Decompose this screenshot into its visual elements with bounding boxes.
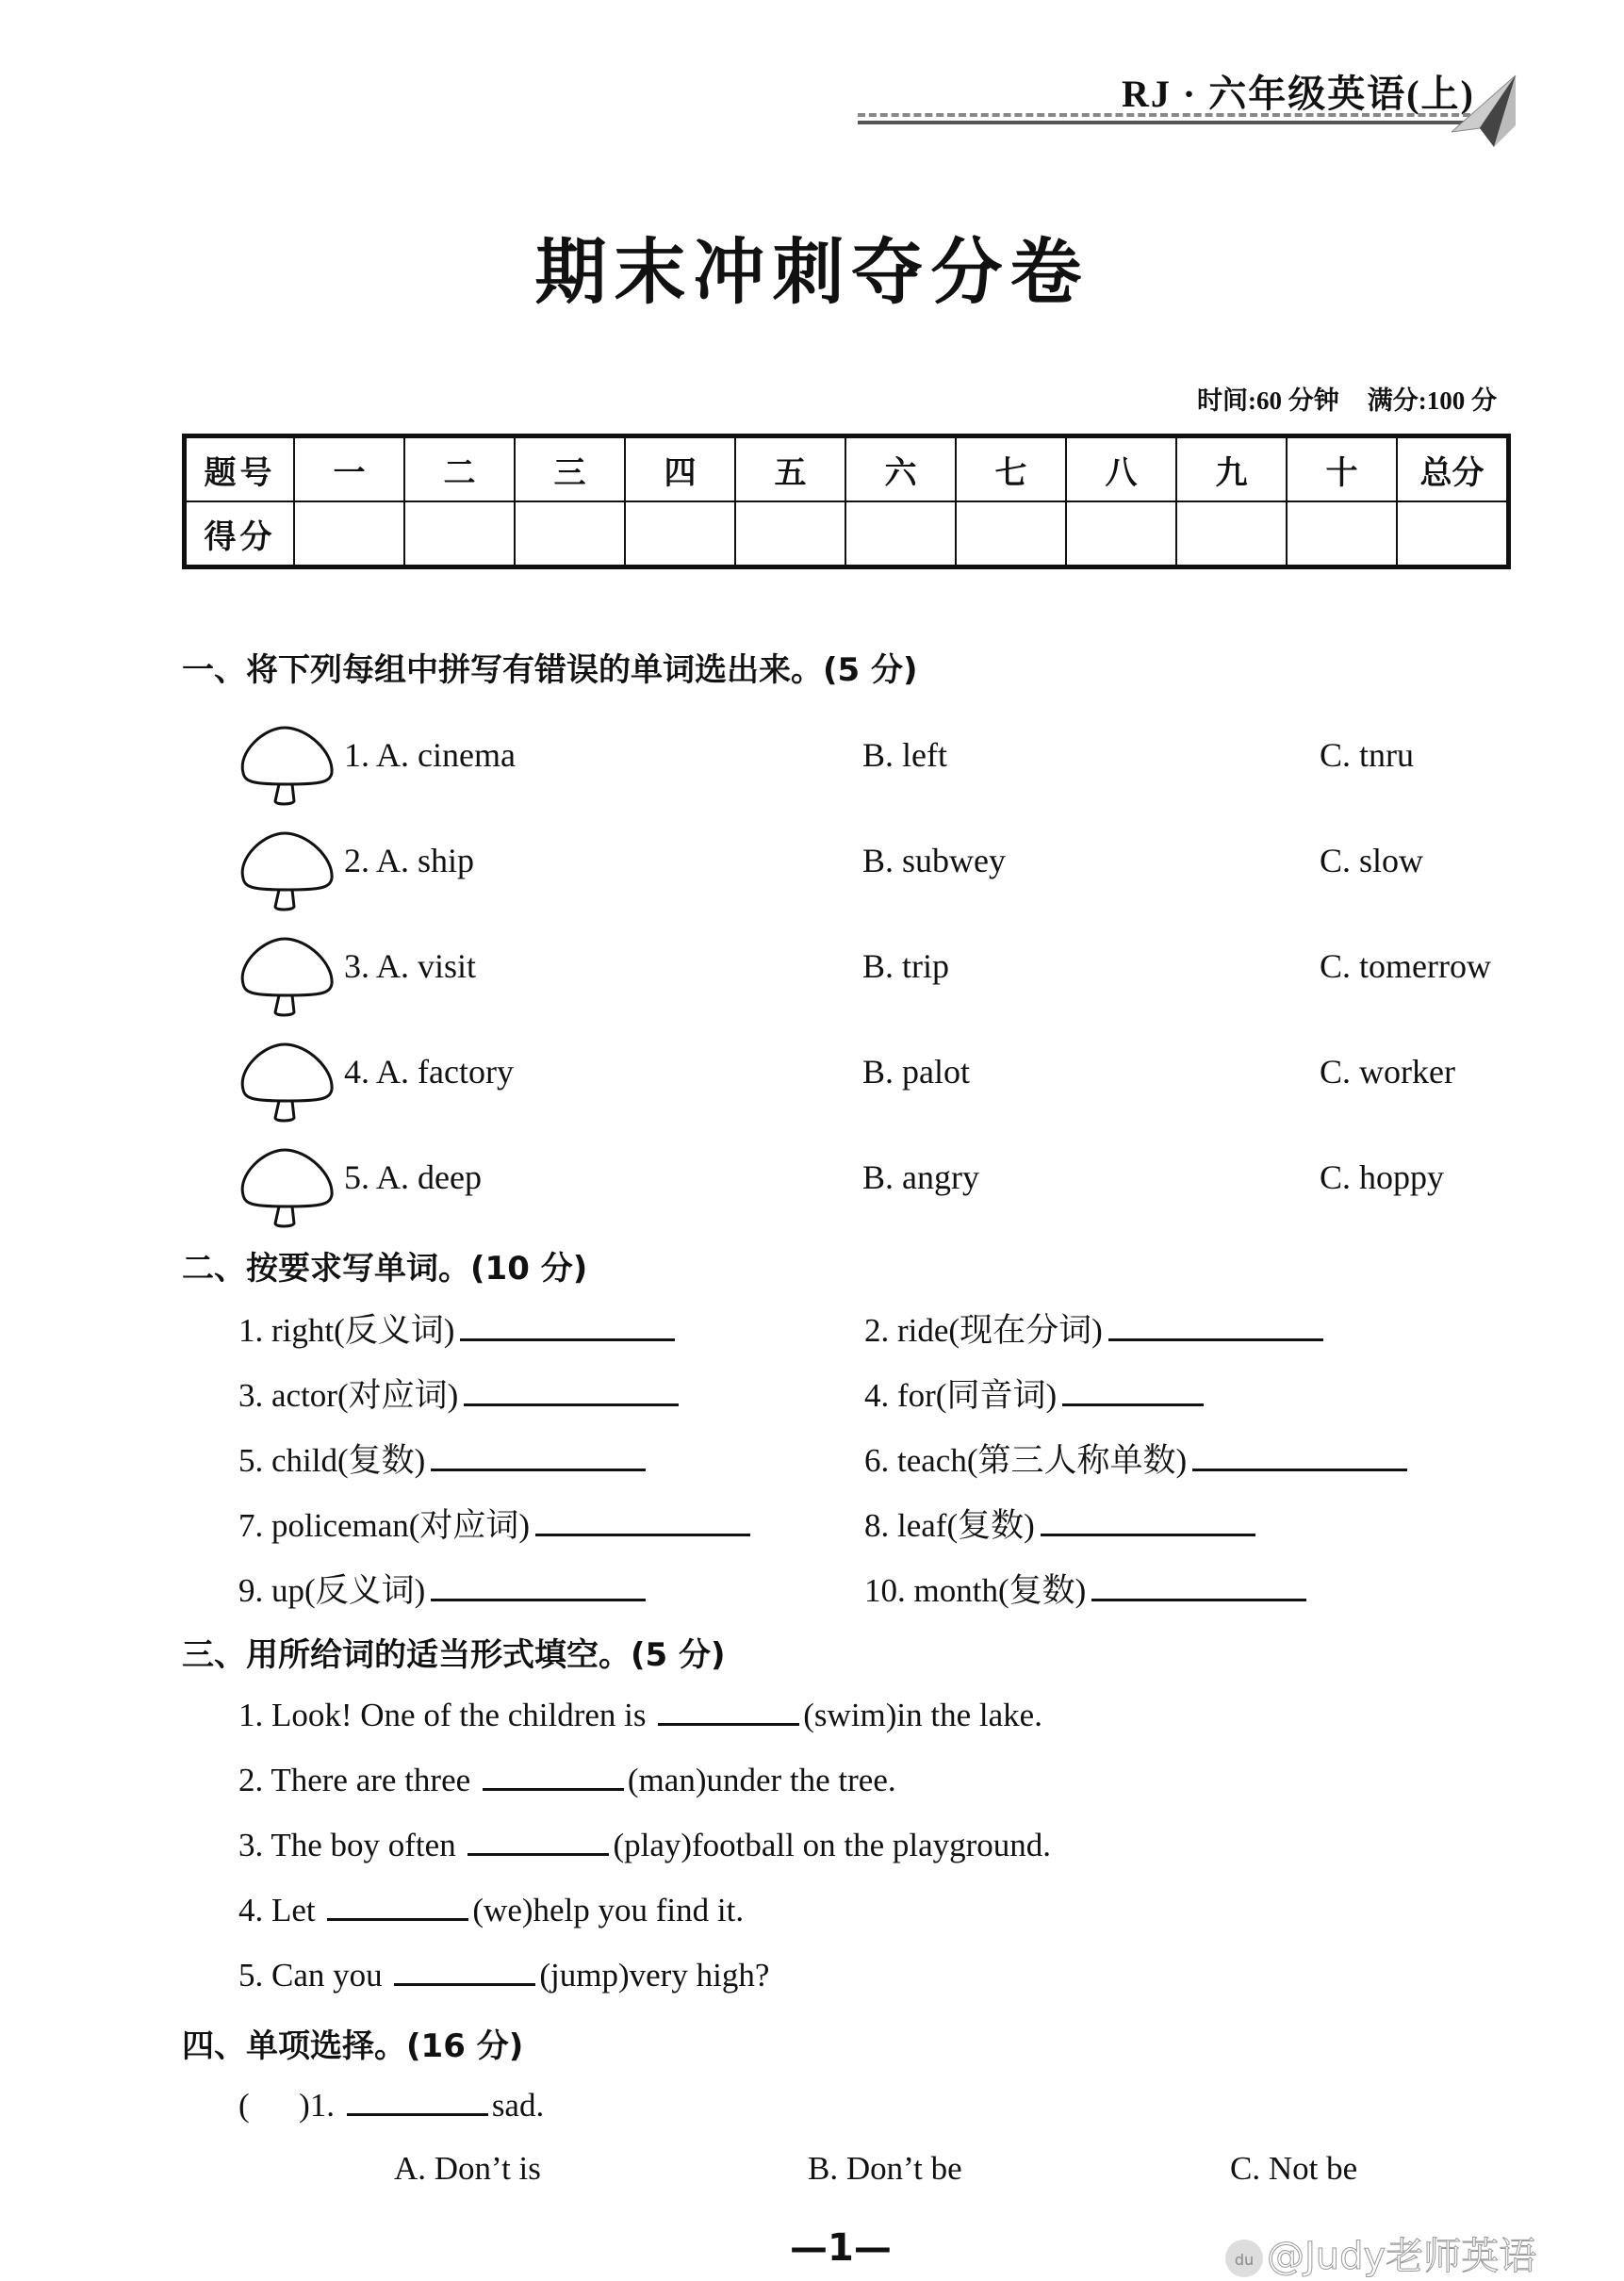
q2-prompt: 3. actor(对应词) (238, 1377, 459, 1414)
row-head-question-number: 题号 (185, 436, 295, 502)
q3-text-after: (play)football on the playground. (613, 1827, 1052, 1863)
col-7: 七 (956, 436, 1066, 502)
mushroom-answer-box-icon[interactable] (236, 724, 339, 809)
score-cell[interactable] (1176, 501, 1287, 567)
answer-blank[interactable] (535, 1505, 750, 1536)
q3-item-4 (238, 1890, 744, 1929)
q3-text-before: 4. Let (238, 1892, 316, 1928)
q2-prompt: 4. for(同音词) (864, 1377, 1058, 1414)
score-cell[interactable] (1066, 501, 1176, 567)
q1-item-5 (236, 1157, 1508, 1223)
option-a: 4. A. factory (344, 1053, 514, 1091)
score-cell[interactable] (1397, 501, 1509, 567)
option-b: B. palot (862, 1053, 970, 1091)
score-cell[interactable] (735, 501, 845, 567)
answer-blank[interactable] (460, 1310, 675, 1341)
col-8: 八 (1066, 436, 1176, 502)
q1-item-1 (236, 735, 1508, 801)
q3-text-after: (jump)very high? (539, 1957, 770, 1994)
paper-plane-icon (1452, 74, 1517, 149)
q1-item-3 (236, 946, 1508, 1012)
section-2-heading: 二、按要求写单词。(10 分) (182, 1250, 588, 1288)
page-number: —1— (790, 2226, 892, 2270)
q2-prompt: 8. leaf(复数) (864, 1507, 1035, 1544)
q4-option-a: A. Don’t is (394, 2150, 541, 2187)
option-c: C. tomerrow (1320, 947, 1491, 985)
answer-blank[interactable] (1062, 1375, 1204, 1406)
q2-item-4 (864, 1370, 1204, 1417)
col-2: 二 (404, 436, 515, 502)
answer-blank[interactable] (347, 2085, 488, 2116)
answer-blank[interactable] (464, 1375, 679, 1406)
answer-blank[interactable] (394, 1955, 535, 1986)
q1-item-4 (236, 1052, 1508, 1118)
score-table (182, 434, 1511, 569)
q1-item-2 (236, 841, 1508, 907)
page-title: 期末冲刺夺分卷 (534, 230, 1090, 314)
watermark (1225, 2226, 1536, 2280)
option-a: 1. A. cinema (344, 736, 516, 774)
q2-item-1 (238, 1305, 675, 1352)
section-4-heading: 四、单项选择。(16 分) (182, 2027, 524, 2065)
col-5: 五 (735, 436, 845, 502)
col-1: 一 (294, 436, 404, 502)
col-3: 三 (515, 436, 625, 502)
section-3-heading: 三、用所给词的适当形式填空。(5 分) (182, 1636, 726, 1674)
q3-item-1 (238, 1695, 1042, 1734)
q2-item-2 (864, 1305, 1323, 1352)
answer-blank[interactable] (327, 1890, 468, 1921)
header-solid-line (858, 121, 1470, 124)
answer-bracket[interactable]: ( )1. (238, 2087, 336, 2124)
q3-text-before: 1. Look! One of the children is (238, 1697, 647, 1733)
q3-item-5 (238, 1955, 769, 1994)
q3-text-before: 3. The boy often (238, 1827, 456, 1863)
mushroom-answer-box-icon[interactable] (236, 1041, 339, 1125)
q3-text-after: (swim)in the lake. (803, 1697, 1042, 1733)
score-cell[interactable] (515, 501, 625, 567)
score-cell[interactable] (404, 501, 515, 567)
option-b: B. angry (862, 1158, 979, 1196)
answer-blank[interactable] (1192, 1440, 1407, 1471)
score-cell[interactable] (294, 501, 404, 567)
mushroom-answer-box-icon[interactable] (236, 1146, 339, 1231)
score-cell[interactable] (956, 501, 1066, 567)
full-score: 满分:100 分 (1367, 386, 1497, 415)
answer-blank[interactable] (468, 1825, 609, 1856)
q3-text-after: (we)help you find it. (472, 1892, 745, 1928)
watermark-text: @Judy老师英语 (1267, 2235, 1537, 2278)
q2-prompt: 9. up(反义词) (238, 1572, 426, 1609)
mushroom-answer-box-icon[interactable] (236, 935, 339, 1020)
mushroom-answer-box-icon[interactable] (236, 829, 339, 914)
answer-blank[interactable] (1108, 1310, 1323, 1341)
q3-text-after: (man)under the tree. (627, 1762, 896, 1798)
option-c: C. tnru (1320, 736, 1415, 774)
q3-text-before: 2. There are three (238, 1762, 471, 1798)
score-cell[interactable] (1287, 501, 1397, 567)
q2-item-10 (864, 1565, 1306, 1612)
q2-prompt: 2. ride(现在分词) (864, 1312, 1103, 1349)
score-table-score-row (185, 501, 1509, 567)
q3-item-3 (238, 1825, 1051, 1864)
answer-blank[interactable] (431, 1570, 646, 1601)
option-c: C. slow (1320, 842, 1424, 879)
q2-item-6 (864, 1435, 1407, 1482)
score-cell[interactable] (845, 501, 956, 567)
option-a: 5. A. deep (344, 1158, 482, 1196)
option-a: 3. A. visit (344, 947, 477, 985)
q4-question-1 (238, 2085, 544, 2125)
q4-text-after: sad. (491, 2087, 545, 2124)
col-9: 九 (1176, 436, 1287, 502)
option-c: C. worker (1320, 1053, 1455, 1091)
section-1-heading: 一、将下列每组中拼写有错误的单词选出来。(5 分) (182, 651, 918, 689)
baidu-paw-icon: du (1225, 2240, 1263, 2277)
option-c: C. hoppy (1320, 1158, 1445, 1196)
answer-blank[interactable] (1091, 1570, 1306, 1601)
q2-item-8 (864, 1500, 1255, 1547)
q4-option-b: B. Don’t be (808, 2150, 962, 2187)
score-cell[interactable] (625, 501, 735, 567)
score-table-header-row (185, 436, 1509, 502)
q3-text-before: 5. Can you (238, 1957, 383, 1994)
option-a: 2. A. ship (344, 842, 475, 879)
row-head-score: 得分 (185, 501, 295, 567)
answer-blank[interactable] (1041, 1505, 1255, 1536)
col-10: 十 (1287, 436, 1397, 502)
q2-item-9 (238, 1565, 646, 1612)
q2-item-3 (238, 1370, 679, 1417)
col-4: 四 (625, 436, 735, 502)
answer-blank[interactable] (431, 1440, 646, 1471)
option-b: B. subwey (862, 842, 1006, 879)
q3-item-2 (238, 1760, 896, 1799)
q2-item-7 (238, 1500, 750, 1547)
option-b: B. trip (862, 947, 950, 985)
q2-prompt: 7. policeman(对应词) (238, 1507, 531, 1544)
answer-blank[interactable] (658, 1695, 799, 1726)
answer-blank[interactable] (483, 1760, 624, 1791)
q2-prompt: 10. month(复数) (864, 1572, 1087, 1609)
col-6: 六 (845, 436, 956, 502)
header-dashed-line (858, 113, 1470, 117)
book-label: RJ · 六年级英语(上) (1122, 73, 1475, 115)
q2-prompt: 6. teach(第三人称单数) (864, 1442, 1188, 1479)
q2-prompt: 5. child(复数) (238, 1442, 426, 1479)
q2-prompt: 1. right(反义词) (238, 1312, 455, 1349)
exam-meta (1197, 380, 1497, 417)
q4-option-c: C. Not be (1230, 2150, 1358, 2187)
option-b: B. left (862, 736, 947, 774)
col-total: 总分 (1397, 436, 1509, 502)
time-limit: 时间:60 分钟 (1197, 386, 1339, 415)
q2-item-5 (238, 1435, 646, 1482)
